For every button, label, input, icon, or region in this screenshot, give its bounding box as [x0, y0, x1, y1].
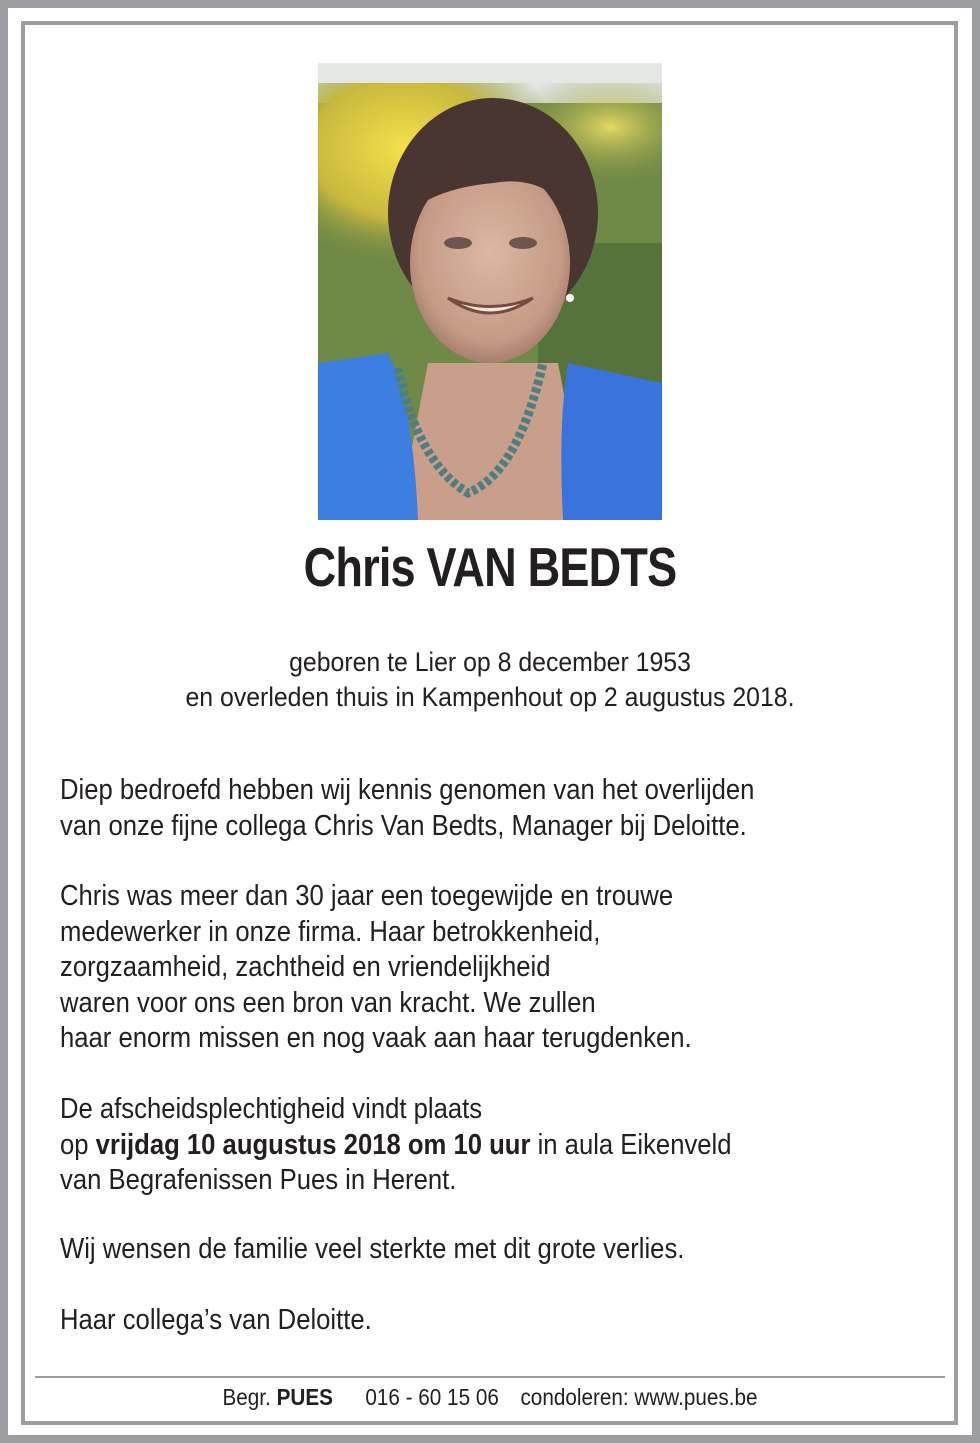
text-fragment: in aula Eikenveld	[530, 1128, 732, 1161]
birth-line: geboren te Lier op 8 december 1953	[289, 647, 691, 677]
text-line: De afscheidsplechtigheid vindt plaats	[60, 1093, 483, 1125]
deceased-name: Chris VAN BEDTS	[303, 536, 677, 598]
footer	[49, 1382, 931, 1412]
text-fragment: op	[60, 1128, 96, 1161]
text-line: Chris was meer dan 30 jaar een toegewijde en trouwe	[60, 880, 674, 912]
ceremony-date-line	[60, 1128, 870, 1164]
death-line: en overleden thuis in Kampenhout op 2 augustus 2018.	[185, 682, 795, 712]
funeral-home-phone: 016 - 60 15 06	[365, 1384, 499, 1410]
condolence-website-link[interactable]: www.pues.be	[634, 1384, 758, 1410]
paragraph-ceremony	[60, 1092, 870, 1199]
text-line: van onze fijne collega Chris Van Bedts, Manager bij Deloitte.	[60, 809, 747, 842]
funeral-home-name: PUES	[276, 1384, 333, 1410]
signature	[60, 1303, 870, 1339]
text-line: Wij wensen de familie veel sterkte met dit grote verlies.	[60, 1233, 685, 1265]
footer-divider	[35, 1376, 945, 1378]
portrait-photo	[318, 63, 662, 520]
funeral-home-prefix: Begr.	[222, 1384, 277, 1410]
text-line: medewerker in onze firma. Haar betrokkenheid,	[60, 915, 601, 948]
text-line: waren voor ons een bron van kracht. We zullen	[60, 986, 596, 1019]
paragraph-announcement	[60, 773, 870, 844]
text-line: van Begrafenissen Pues in Herent.	[60, 1164, 457, 1196]
text-line: Haar collega’s van Deloitte.	[60, 1304, 372, 1336]
paragraph-tribute	[60, 879, 870, 1057]
paragraph-condolence	[60, 1232, 870, 1268]
ceremony-datetime: vrijdag 10 augustus 2018 om 10 uur	[95, 1128, 531, 1161]
text-line: Diep bedroefd hebben wij kennis genomen van het overlijden	[60, 774, 755, 806]
condolence-label: condoleren:	[520, 1384, 635, 1410]
birth-death-dates	[39, 645, 941, 715]
text-line: zorgzaamheid, zachtheid en vriendelijkheid	[60, 951, 551, 983]
text-line: haar enorm missen en nog vaak aan haar terugdenken.	[60, 1022, 692, 1054]
portrait-illustration	[318, 63, 662, 520]
